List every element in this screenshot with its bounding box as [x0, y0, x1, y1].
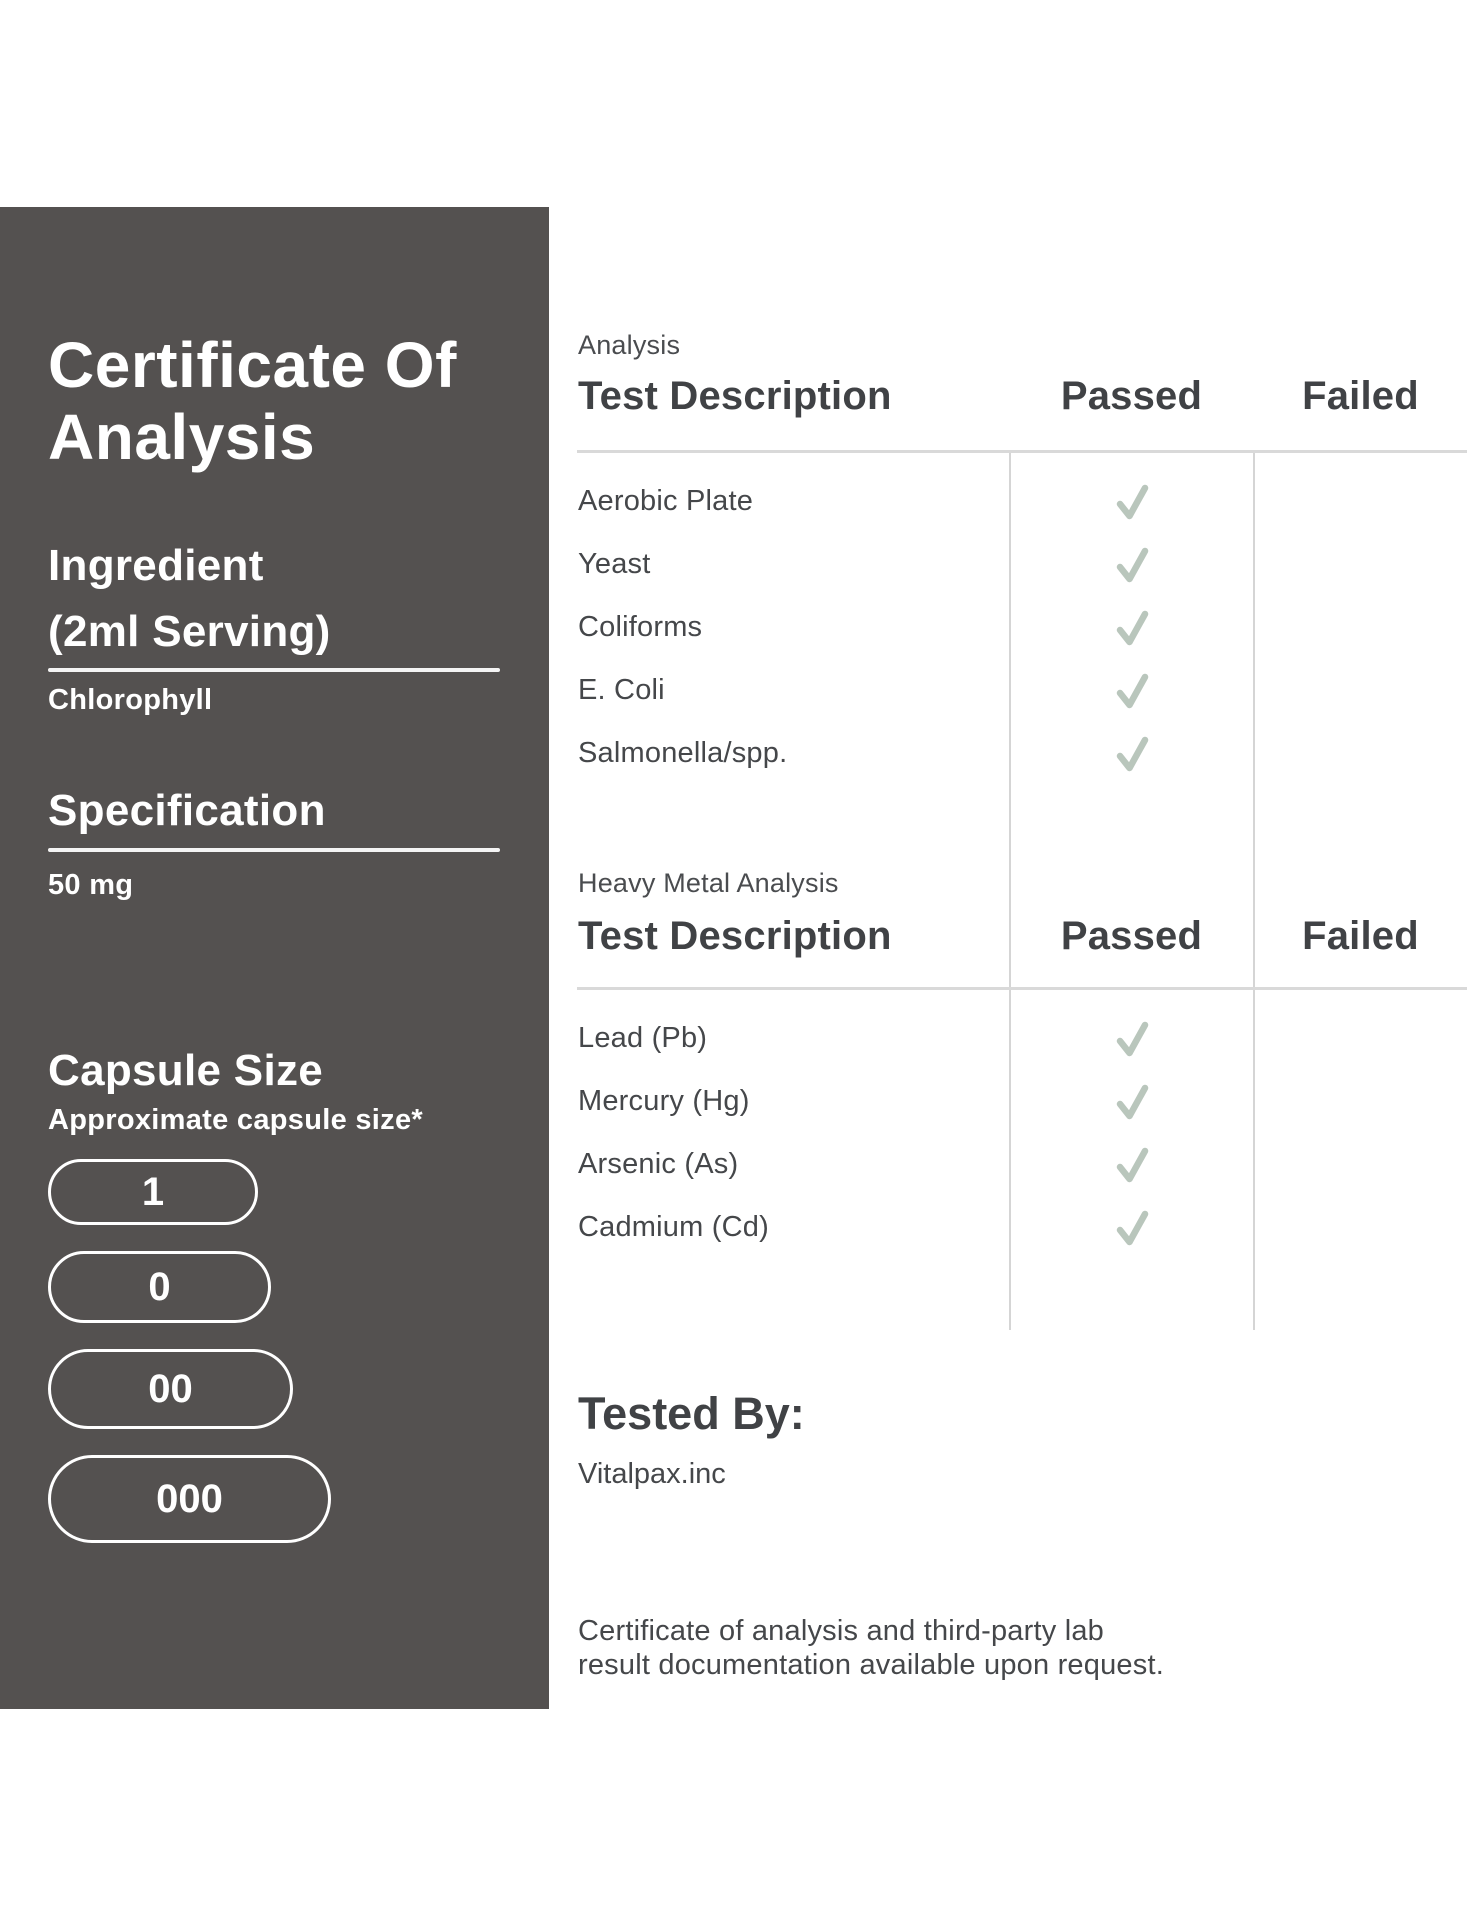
test-name: Mercury (Hg) — [578, 1085, 750, 1117]
passed-cell — [1009, 607, 1254, 649]
check-icon — [1113, 1207, 1151, 1249]
check-icon — [1113, 481, 1151, 523]
analysis-table-body — [577, 453, 1467, 785]
capsule-size-option-000: 000 — [48, 1455, 331, 1543]
table-row — [577, 596, 1467, 659]
test-name: E. Coli — [578, 674, 665, 706]
table-row — [577, 470, 1467, 533]
footer-note-line1: Certificate of analysis and third-party lab — [578, 1615, 1105, 1647]
table-row — [577, 722, 1467, 785]
capsule-size-subheading: Approximate capsule size* — [48, 1104, 423, 1136]
capsule-size-option-00: 00 — [48, 1349, 293, 1429]
test-name: Lead (Pb) — [578, 1022, 708, 1054]
capsule-size-option-1: 1 — [48, 1159, 258, 1225]
test-name: Salmonella/spp. — [578, 737, 788, 769]
check-icon — [1113, 544, 1151, 586]
table-row — [577, 1070, 1467, 1133]
column-header-test-description: Test Description — [578, 914, 892, 958]
specification-underline — [48, 848, 500, 852]
tested-by-value: Vitalpax.inc — [578, 1458, 726, 1490]
test-name: Aerobic Plate — [578, 485, 754, 517]
heavy-metal-section-label: Heavy Metal Analysis — [578, 868, 839, 898]
test-name: Coliforms — [578, 611, 703, 643]
check-icon — [1113, 1081, 1151, 1123]
specification-value: 50 mg — [48, 869, 134, 901]
capsule-size-option-0: 0 — [48, 1251, 271, 1323]
check-icon — [1113, 1018, 1151, 1060]
table-row — [577, 1007, 1467, 1070]
ingredient-section-heading — [48, 533, 518, 665]
passed-cell — [1009, 544, 1254, 586]
table-row — [577, 1133, 1467, 1196]
check-icon — [1113, 670, 1151, 712]
footer-note-line2: result documentation available upon request. — [578, 1649, 1164, 1681]
table-row — [577, 533, 1467, 596]
column-header-test-description: Test Description — [578, 374, 892, 418]
test-name: Arsenic (As) — [578, 1148, 739, 1180]
footer-note — [578, 1614, 1164, 1682]
passed-cell — [1009, 670, 1254, 712]
check-icon — [1113, 607, 1151, 649]
ingredient-heading-line2: (2ml Serving) — [48, 607, 331, 656]
check-icon — [1113, 1144, 1151, 1186]
test-name: Yeast — [578, 548, 651, 580]
tested-by-heading: Tested By: — [578, 1388, 805, 1439]
table-row — [577, 1196, 1467, 1259]
passed-cell — [1009, 1018, 1254, 1060]
column-header-failed: Failed — [1302, 914, 1419, 958]
column-header-failed: Failed — [1302, 374, 1419, 418]
analysis-section-label: Analysis — [578, 330, 681, 360]
passed-cell — [1009, 1081, 1254, 1123]
heavy-metal-table-body — [577, 990, 1467, 1259]
passed-cell — [1009, 1207, 1254, 1249]
page-title: Certificate Of Analysis — [48, 329, 457, 473]
capsule-size-list — [48, 1159, 331, 1569]
table-row — [577, 659, 1467, 722]
passed-cell — [1009, 481, 1254, 523]
passed-cell — [1009, 733, 1254, 775]
capsule-size-heading: Capsule Size — [48, 1046, 324, 1095]
heavy-metal-table-header — [577, 914, 1467, 959]
ingredient-heading-line1: Ingredient — [48, 541, 264, 590]
ingredient-value: Chlorophyll — [48, 684, 213, 716]
column-header-passed: Passed — [1060, 914, 1203, 958]
passed-cell — [1009, 1144, 1254, 1186]
column-header-passed: Passed — [1060, 374, 1203, 418]
analysis-table-header — [577, 374, 1467, 419]
specification-heading: Specification — [48, 786, 326, 835]
ingredient-underline — [48, 668, 500, 672]
test-name: Cadmium (Cd) — [578, 1211, 769, 1243]
check-icon — [1113, 733, 1151, 775]
sidebar — [0, 207, 549, 1709]
